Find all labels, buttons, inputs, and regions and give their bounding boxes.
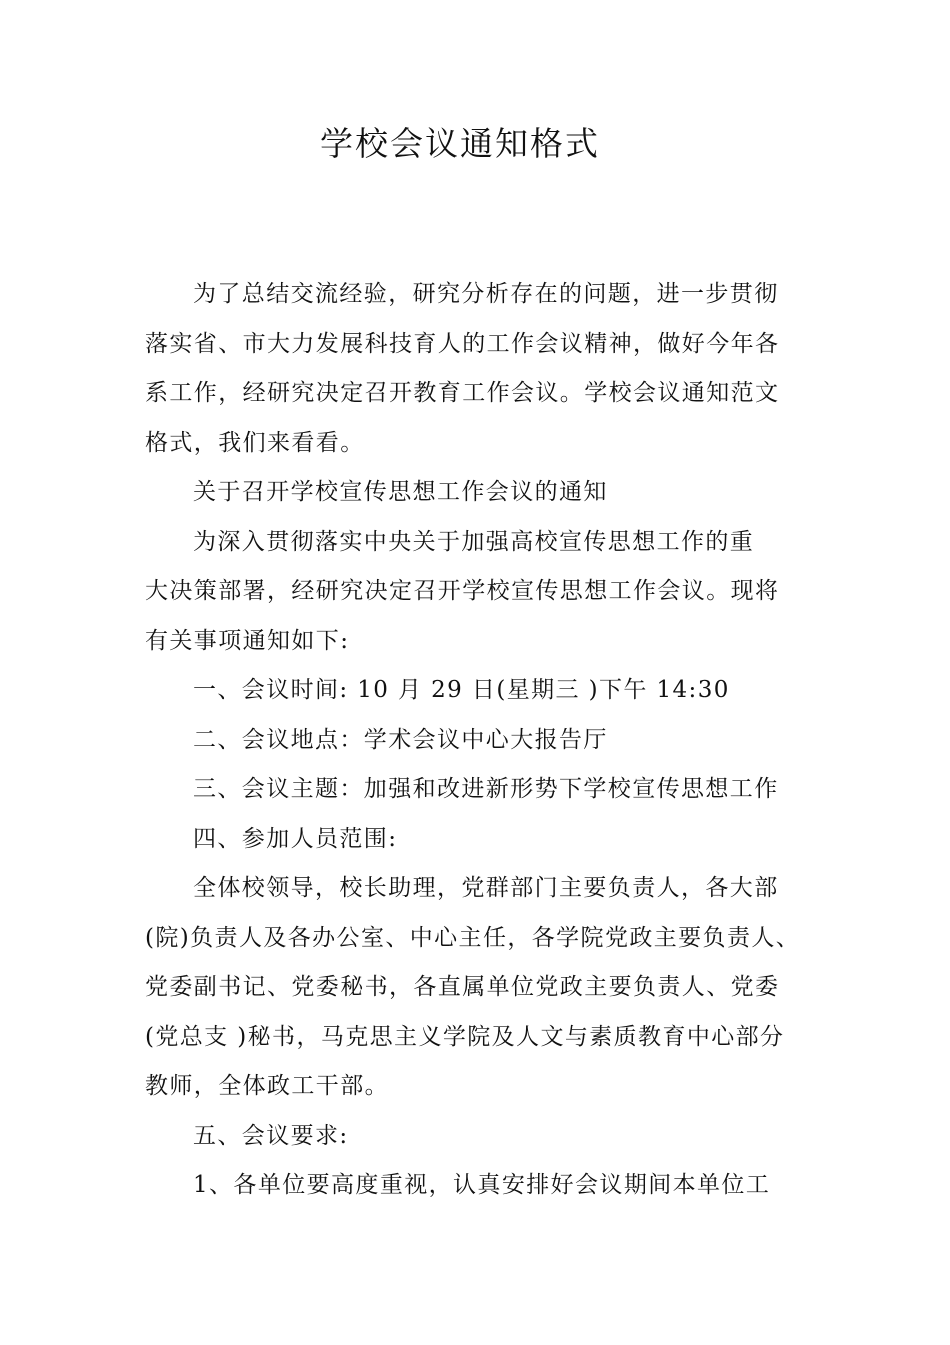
paragraph-line: (党总支 )秘书，马克思主义学院及人文与素质教育中心部分 (145, 1023, 785, 1050)
paragraph-line: 有关事项通知如下: (145, 627, 350, 654)
requirements-heading: 五、会议要求: (193, 1122, 349, 1149)
paragraph-line: 落实省、市大力发展科技育人的工作会议精神，做好今年各 (145, 330, 780, 357)
paragraph-line: 为了总结交流经验，研究分析存在的问题，进一步贯彻 (193, 281, 779, 307)
document-body (145, 270, 801, 1211)
paragraph-line: 党委副书记、党委秘书，各直属单位党政主要负责人、党委 (145, 974, 780, 1000)
paragraph-line: 格式，我们来看看。 (145, 429, 365, 456)
meeting-time-item: 一、会议时间: 10 月 29 日(星期三 )下午 14:30 (193, 677, 730, 703)
requirement-item: 1、各单位要高度重视，认真安排好会议期间本单位工 (193, 1172, 771, 1198)
meeting-location-item: 二、会议地点：学术会议中心大报告厅 (193, 726, 608, 753)
meeting-theme-item: 三、会议主题：加强和改进新形势下学校宣传思想工作 (193, 776, 779, 802)
paragraph-line: 全体校领导，校长助理，党群部门主要负责人，各大部 (193, 875, 779, 901)
paragraph-line: 系工作，经研究决定召开教育工作会议。学校会议通知范文 (145, 380, 780, 406)
attendees-heading: 四、参加人员范围: (193, 825, 398, 852)
paragraph-line: (院)负责人及各办公室、中心主任，各学院党政主要负责人、 (145, 924, 801, 951)
notice-heading: 关于召开学校宣传思想工作会议的通知 (193, 479, 608, 505)
paragraph-line: 教师，全体政工干部。 (145, 1073, 389, 1099)
paragraph-line: 为深入贯彻落实中央关于加强高校宣传思想工作的重 (193, 528, 755, 555)
document-title: 学校会议通知格式 (320, 124, 600, 163)
paragraph-line: 大决策部署，经研究决定召开学校宣传思想工作会议。现将 (145, 578, 780, 604)
